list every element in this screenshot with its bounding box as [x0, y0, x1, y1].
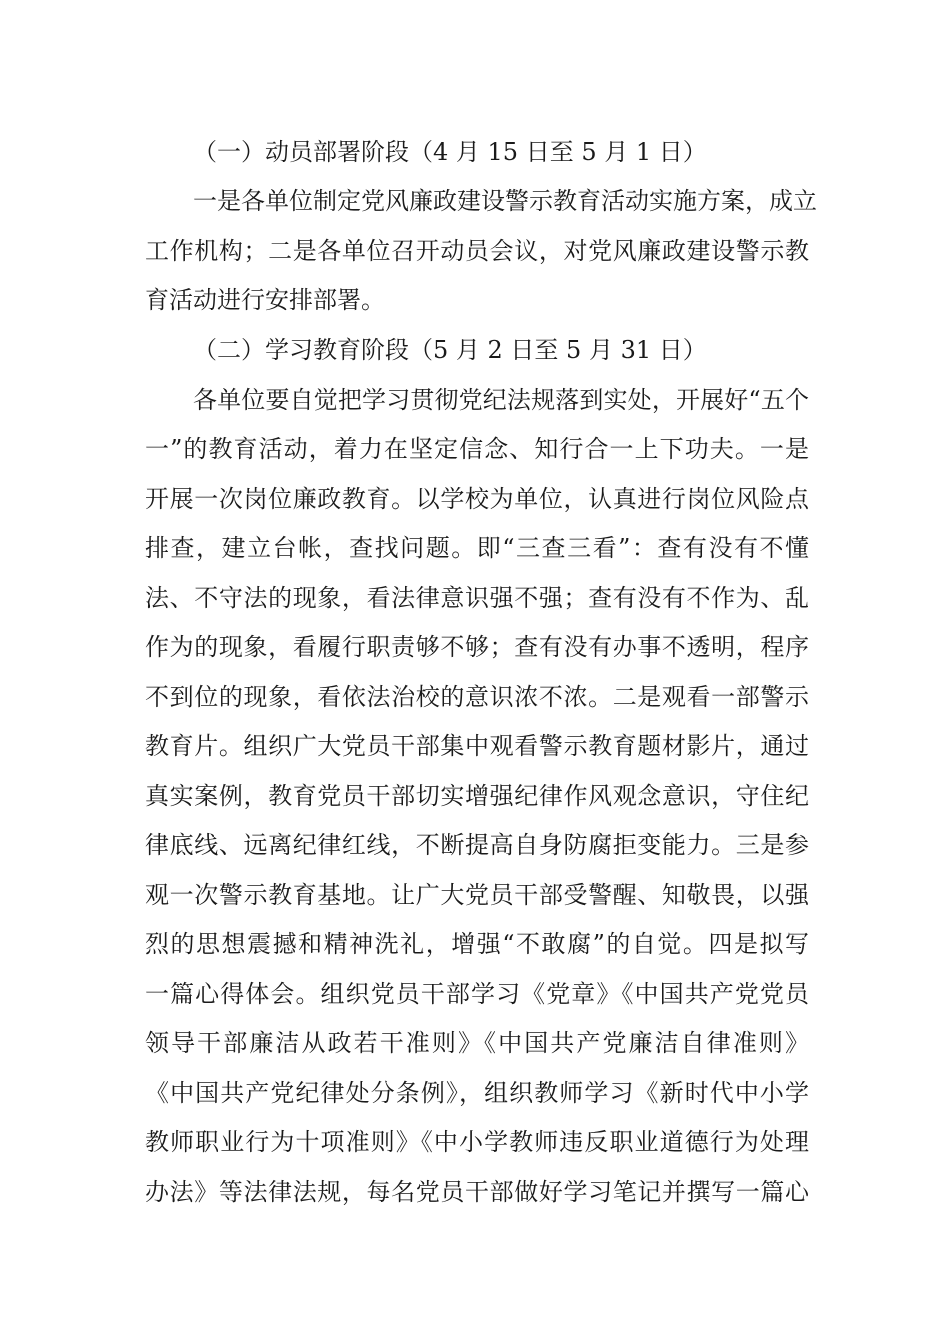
- paragraph-line: 一篇心得体会。组织党员干部学习《党章》《中国共产党党员: [145, 980, 809, 1008]
- paragraph-line: 一是各单位制定党风廉政建设警示教育活动实施方案，成立: [193, 187, 817, 215]
- paragraph-line: 教师职业行为十项准则》《中小学教师违反职业道德行为处理: [145, 1128, 809, 1156]
- paragraph-line: 《中国共产党纪律处分条例》，组织教师学习《新时代中小学: [145, 1079, 809, 1107]
- paragraph-line: 烈的思想震撼和精神洗礼，增强“不敢腐”的自觉。四是拟写: [145, 930, 809, 958]
- paragraph-line: 办法》等法律法规，每名党员干部做好学习笔记并撰写一篇心: [145, 1178, 809, 1206]
- paragraph-line: 一”的教育活动，着力在坚定信念、知行合一上下功夫。一是: [145, 435, 809, 463]
- paragraph-line: 领导干部廉洁从政若干准则》《中国共产党廉洁自律准则》: [145, 1029, 809, 1057]
- paragraph-line: 育活动进行安排部署。: [145, 286, 385, 314]
- paragraph-line: 不到位的现象，看依法治校的意识浓不浓。二是观看一部警示: [145, 683, 809, 711]
- section-1-heading: （一）动员部署阶段（4 月 15 日至 5 月 1 日）: [193, 138, 707, 166]
- paragraph-line: 法、不守法的现象，看法律意识强不强；查有没有不作为、乱: [145, 584, 809, 612]
- paragraph-line: 排查，建立台帐，查找问题。即“三查三看”：查有没有不懂: [145, 534, 809, 562]
- section-2-heading: （二）学习教育阶段（5 月 2 日至 5 月 31 日）: [193, 336, 707, 364]
- paragraph-line: 教育片。组织广大党员干部集中观看警示教育题材影片，通过: [145, 732, 809, 760]
- paragraph-line: 观一次警示教育基地。让广大党员干部受警醒、知敬畏，以强: [145, 881, 809, 909]
- paragraph-line: 各单位要自觉把学习贯彻党纪法规落到实处，开展好“五个: [193, 386, 809, 414]
- paragraph-line: 作为的现象，看履行职责够不够；查有没有办事不透明，程序: [145, 633, 809, 661]
- paragraph-line: 工作机构；二是各单位召开动员会议，对党风廉政建设警示教: [145, 237, 809, 265]
- paragraph-line: 律底线、远离纪律红线，不断提高自身防腐拒变能力。三是参: [145, 831, 809, 859]
- paragraph-line: 真实案例，教育党员干部切实增强纪律作风观念意识，守住纪: [145, 782, 809, 810]
- paragraph-line: 开展一次岗位廉政教育。以学校为单位，认真进行岗位风险点: [145, 485, 809, 513]
